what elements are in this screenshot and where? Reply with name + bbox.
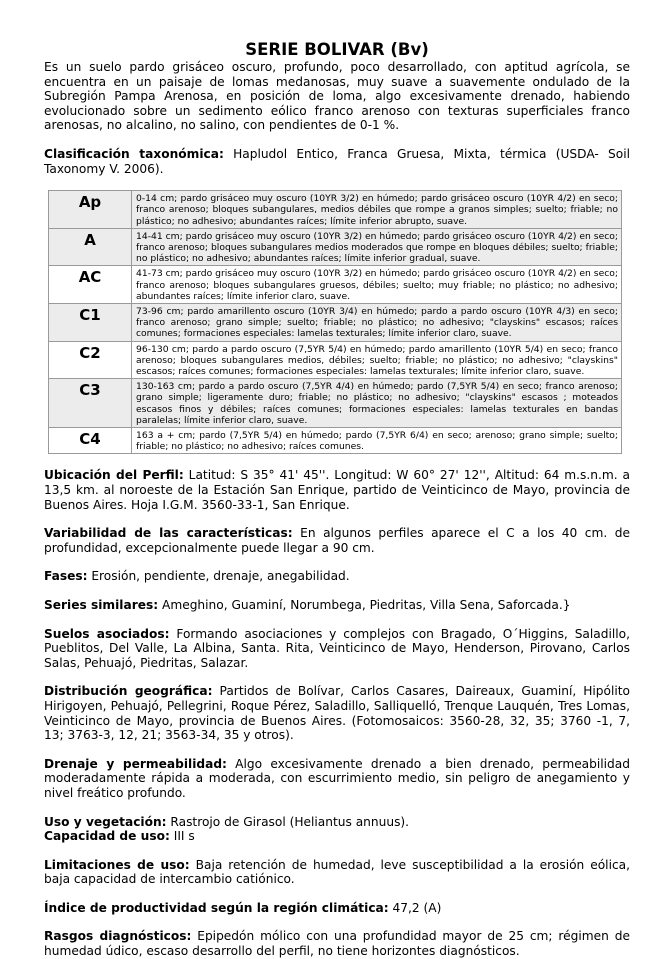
horizon-description: 14-41 cm; pardo grisáceo muy oscuro (10YR 3/2) en húmedo; pardo grisáceo oscuro (10YR 4/2) en seco; franco arenoso; bloques subangulares medios moderados que rompe en bloques débiles; suelto; friable; no plástico; no adhesivo; abundantes raíces; límite inferior gradual, suave. xyxy=(132,228,622,266)
fases-section xyxy=(44,569,630,584)
uso-label: Uso y vegetación: xyxy=(44,814,167,829)
horizon-name: C1 xyxy=(49,303,132,341)
document-page xyxy=(44,40,630,959)
table-row xyxy=(49,341,622,379)
horizon-name: C2 xyxy=(49,341,132,379)
intro-paragraph: Es un suelo pardo grisáceo oscuro, profundo, poco desarrollado, con aptitud agrícola, se encuentra en un paisaje de lomas medanosas, muy suave a suavemente ondulado de la Subregión Pampa Arenosa, en posición de loma, algo excesivamente drenado, habiendo evolucionado sobre un sedimento eólico franco arenoso con texturas superficiales franco arenosas, no alcalino, no salino, con pendientes de 0-1 %. xyxy=(44,60,630,133)
indice-section xyxy=(44,901,630,916)
horizon-name: A xyxy=(49,228,132,266)
drenaje-text: Algo excesivamente drenado a bien drenado, permeabilidad moderadamente rápida a moderada, con escurrimiento medio, sin peligro de anegamiento y nivel freático profundo. xyxy=(44,756,630,800)
horizon-name: AC xyxy=(49,266,132,304)
horizon-name: C4 xyxy=(49,428,132,454)
capacidad-label: Capacidad de uso: xyxy=(44,829,170,844)
asociados-text: Formando asociaciones y complejos con Bragado, O´Higgins, Saladillo, Pueblitos, Del Valle, La Albina, Santa. Rita, Veinticinco de Mayo, Henderson, Pirovano, Carlos Salas, Pehuajó, Piedritas, Salazar. xyxy=(44,626,630,670)
table-row xyxy=(49,428,622,454)
limitaciones-label: Limitaciones de uso: xyxy=(44,857,190,872)
table-row xyxy=(49,228,622,266)
clasificacion-section xyxy=(44,147,630,176)
clasificacion-text: Hapludol Entico, Franca Gruesa, Mixta, térmica (USDA- Soil Taxonomy V. 2006). xyxy=(44,146,630,176)
horizon-name: Ap xyxy=(49,191,132,229)
distribucion-label: Distribución geográfica: xyxy=(44,684,213,699)
variabilidad-section xyxy=(44,526,630,555)
limitaciones-section xyxy=(44,858,630,887)
asociados-section xyxy=(44,627,630,671)
horizon-description: 41-73 cm; pardo grisáceo muy oscuro (10YR 3/2) en húmedo; pardo grisáceo oscuro (10YR 4/2) en seco; franco arenoso; bloques subangulares gruesos, débiles; suelto; muy friable; no plástico; no adhesivo; abundantes raíces; límite inferior claro, suave. xyxy=(132,266,622,304)
table-row xyxy=(49,379,622,428)
capacidad-section xyxy=(44,829,630,844)
uso-text: Rastrojo de Girasol (Heliantus annuus). xyxy=(166,814,410,829)
table-row xyxy=(49,191,622,229)
distribucion-section xyxy=(44,684,630,742)
horizon-name: C3 xyxy=(49,379,132,428)
horizon-description: 163 a + cm; pardo (7,5YR 5/4) en húmedo; pardo (7,5YR 6/4) en seco; arenoso; grano simple; suelto; friable; no plástico; no adhesivo; raíces comunes. xyxy=(132,428,622,454)
distribucion-text: Partidos de Bolívar, Carlos Casares, Daireaux, Guaminí, Hipólito Hirigoyen, Pehuajó, Pellegrini, Roque Pérez, Saladillo, Salliquelló, Trenque Lauquén, Tres Lomas, Veinticinco de Mayo, provincia de Buenos Aires. (Fotomosaicos: 3560-28, 32, 35; 3760 -1, 7, 13; 3763-3, 12, 21; 3563-34, 35 y otros). xyxy=(44,684,630,743)
ubicacion-section xyxy=(44,468,630,512)
indice-text: 47,2 (A) xyxy=(388,900,442,915)
rasgos-label: Rasgos diagnósticos: xyxy=(44,929,192,944)
similares-text: Ameghino, Guaminí, Norumbega, Piedritas, Villa Sena, Saforcada.} xyxy=(158,597,571,612)
variabilidad-text: En algunos perfiles aparece el C a los 40 cm. de profundidad, excepcionalmente puede llegar a 90 cm. xyxy=(44,526,630,555)
asociados-label: Suelos asociados: xyxy=(44,626,170,641)
horizons-table xyxy=(48,190,622,454)
rasgos-section xyxy=(44,929,630,958)
variabilidad-label: Variabilidad de las características: xyxy=(44,526,293,541)
table-row xyxy=(49,303,622,341)
rasgos-text: Epipedón mólico con una profundidad mayor de 25 cm; régimen de humedad údico, escaso desarrollo del perfil, no tiene horizontes diagnósticos. xyxy=(44,929,630,959)
fases-label: Fases: xyxy=(44,569,88,584)
horizon-description: 73-96 cm; pardo amarillento oscuro (10YR 3/4) en húmedo; pardo a pardo oscuro (10YR 4/3) en seco; franco arenoso; grano simple; suelto; friable; no plástico; no adhesivo; "clayskins" escasos; raíces comunes; formaciones especiales: lamelas texturales; límite inferior claro, suave. xyxy=(132,303,622,341)
fases-text: Erosión, pendiente, drenaje, anegabilidad. xyxy=(87,569,350,584)
similares-label: Series similares: xyxy=(44,597,159,612)
capacidad-text: III s xyxy=(169,829,195,844)
ubicacion-label: Ubicación del Perfil: xyxy=(44,468,184,483)
drenaje-section xyxy=(44,757,630,801)
horizon-description: 96-130 cm; pardo a pardo oscuro (7,5YR 5/4) en húmedo; pardo amarillento (10YR 5/4) en seco; franco arenoso; bloques subangulares medios, débiles; suelto; friable; no plástico; no adhesivo; "clayskins" escasos; raíces comunes; formaciones especiales: lamelas texturales; límite inferior claro, suave. xyxy=(132,341,622,379)
document-title: SERIE BOLIVAR (Bv) xyxy=(245,40,429,59)
drenaje-label: Drenaje y permeabilidad: xyxy=(44,756,227,771)
ubicacion-text: Latitud: S 35° 41' 45''. Longitud: W 60° 27' 12'', Altitud: 64 m.s.n.m. a 13,5 km. al noroeste de la Estación San Enrique, partido de Veinticinco de Mayo, provincia de Buenos Aires. Hoja I.G.M. 3560-33-1, San Enrique. xyxy=(44,468,630,512)
uso-section xyxy=(44,815,630,830)
horizon-description: 130-163 cm; pardo a pardo oscuro (7,5YR 4/4) en húmedo; pardo (7,5YR 5/4) en seco; franco arenoso; grano simple; ligeramente duro; friable; no plástico; no adhesivo; "clayskins" escasos ; moteados escasos finos y débiles; raíces comunes; formaciones especiales: lamelas texturales en bandas paralelas; límite inferior claro, suave. xyxy=(132,379,622,428)
table-row xyxy=(49,266,622,304)
limitaciones-text: Baja retención de humedad, leve susceptibilidad a la erosión eólica, baja capacidad de intercambio catiónico. xyxy=(44,857,630,887)
indice-label: Índice de productividad según la región climática: xyxy=(44,900,389,915)
similares-section xyxy=(44,598,630,613)
clasificacion-label: Clasificación taxonómica: xyxy=(44,146,224,161)
horizon-description: 0-14 cm; pardo grisáceo muy oscuro (10YR 3/2) en húmedo; pardo grisáceo oscuro (10YR 4/2) en seco; franco arenoso; bloques subangulares, medios débiles que rompe a granos simples; suelto; friable; no plástico; no adhesivo; abundantes raíces; límite inferior abrupto, suave. xyxy=(132,191,622,229)
